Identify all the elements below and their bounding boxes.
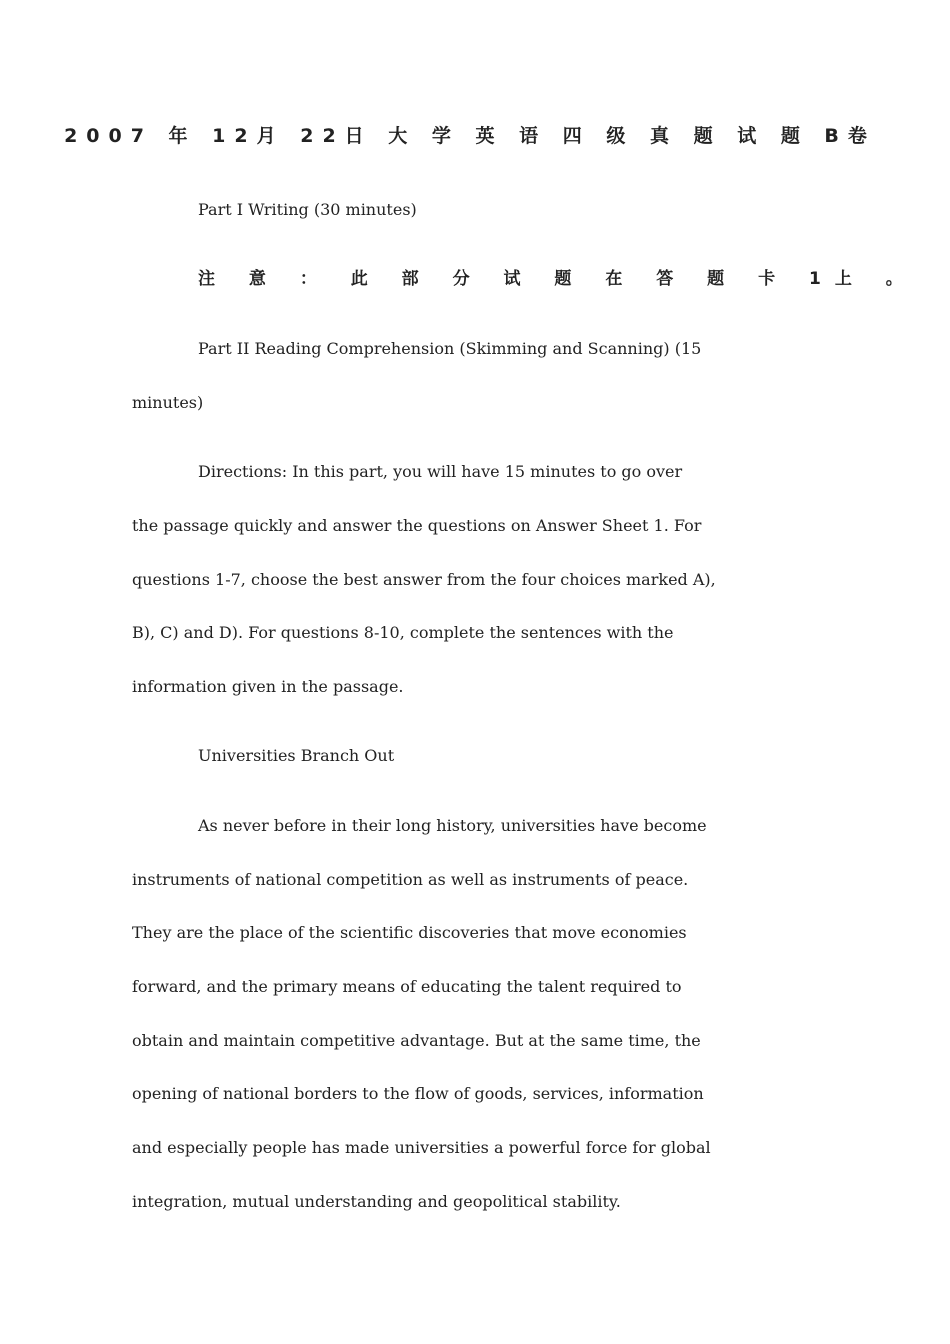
directions-line: questions 1-7, choose the best answer from the four choices marked A),: [132, 570, 716, 589]
paragraph-line: forward, and the primary means of educating the talent required to: [132, 977, 682, 996]
answer-sheet-note: 注 意 ： 此 部 分 试 题 在 答 题 卡 1上 。: [198, 269, 917, 289]
part2-heading-line: minutes): [132, 393, 204, 412]
document-title: 2007 年 12月 22日 大 学 英 语 四 级 真 题 试 题 B卷: [64, 125, 876, 147]
paragraph-line: They are the place of the scientific discoveries that move economies: [132, 923, 687, 942]
part2-heading-line: Part II Reading Comprehension (Skimming and Scanning) (15: [198, 339, 702, 358]
passage-title: Universities Branch Out: [198, 746, 395, 765]
paragraph-line: As never before in their long history, universities have become: [198, 816, 707, 835]
directions-line: information given in the passage.: [132, 677, 404, 696]
directions-line: Directions: In this part, you will have 15 minutes to go over: [198, 462, 683, 481]
directions-line: the passage quickly and answer the questions on Answer Sheet 1. For: [132, 516, 702, 535]
paragraph-line: and especially people has made universities a powerful force for global: [132, 1138, 711, 1157]
paragraph-line: instruments of national competition as well as instruments of peace.: [132, 870, 689, 889]
paragraph-line: integration, mutual understanding and geopolitical stability.: [132, 1192, 621, 1211]
paragraph-line: obtain and maintain competitive advantage. But at the same time, the: [132, 1031, 701, 1050]
part1-heading: Part I Writing (30 minutes): [198, 200, 417, 219]
paragraph-line: opening of national borders to the flow of goods, services, information: [132, 1084, 704, 1103]
directions-line: B), C) and D). For questions 8-10, complete the sentences with the: [132, 623, 674, 642]
